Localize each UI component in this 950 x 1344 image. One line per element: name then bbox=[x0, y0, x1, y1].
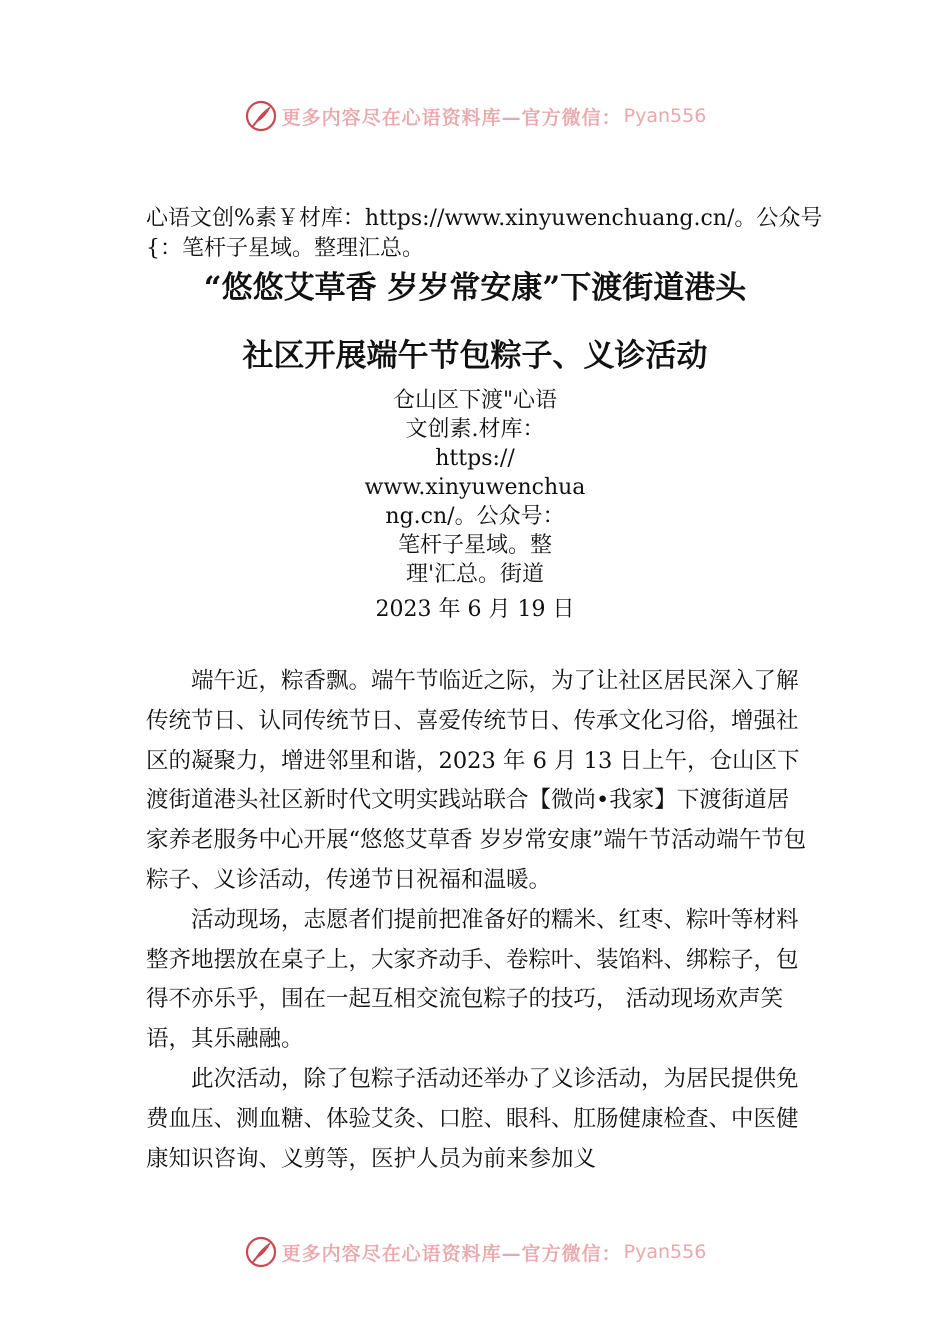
feather-logo-icon bbox=[244, 99, 278, 133]
watermark-wechat-id: Pyan556 bbox=[623, 105, 707, 127]
feather-logo-icon bbox=[244, 1235, 278, 1269]
watermark-text: 更多内容尽在心语资料库—官方微信： bbox=[281, 106, 622, 129]
watermark-banner-top bbox=[0, 96, 950, 136]
byline-line: ng.cn/。公众号： bbox=[385, 504, 565, 529]
byline-line: https:// bbox=[435, 446, 515, 471]
source-line: 心语文创%素￥材库：https://www.xinyuwenchuang.cn/。公众号{：笔杆子星域。整理汇总。 bbox=[146, 206, 823, 261]
publish-date: 2023 年 6 月 19 日 bbox=[375, 597, 575, 622]
watermark-banner-bottom bbox=[0, 1232, 950, 1272]
watermark-text: 更多内容尽在心语资料库—官方微信： bbox=[281, 1242, 622, 1265]
article-title-line-1: “悠悠艾草香 岁岁常安康”下渡街道港头 bbox=[203, 270, 747, 306]
body-paragraph: 活动现场，志愿者们提前把准备好的糯米、红枣、粽叶等材料整齐地摆放在桌子上，大家齐动手、卷粽叶、装馅料、绑粽子，包得不亦乐乎，围在一起互相交流包粽子的技巧， 活动现场欢声笑语，其乐融融。 bbox=[146, 906, 799, 1053]
byline-line: 文创素.材库： bbox=[405, 417, 545, 442]
watermark-wechat-id: Pyan556 bbox=[623, 1241, 707, 1263]
byline-line: 仓山区下渡"心语 bbox=[392, 388, 558, 413]
byline bbox=[355, 386, 595, 589]
article-body bbox=[146, 662, 810, 1179]
byline-line: www.xinyuwenchua bbox=[364, 475, 586, 500]
body-paragraph: 端午近，粽香飘。端午节临近之际，为了让社区居民深入了解传统节日、认同传统节日、喜爱传统节日、传承文化习俗，增强社区的凝聚力，增进邻里和谐，2023 年 6 月 13 日上午，仓山区下渡街道港头社区新时代文明实践站联合【微尚•我家】下渡街道居家养老服务中心开展“悠悠艾草香 岁岁常安康”端午节活动端午节包粽子、义诊活动，传递节日祝福和温暖。 bbox=[146, 668, 807, 893]
byline-line: 笔杆子星域。整 bbox=[397, 533, 552, 558]
body-paragraph: 此次活动，除了包粽子活动还举办了义诊活动，为居民提供免费血压、测血糖、体验艾灸、口腔、眼科、肛肠健康检查、中医健康知识咨询、义剪等，医护人员为前来参加义 bbox=[146, 1065, 799, 1172]
byline-line: 理'汇总。街道 bbox=[405, 562, 545, 587]
article-title-line-2: 社区开展端午节包粽子、义诊活动 bbox=[242, 338, 708, 374]
